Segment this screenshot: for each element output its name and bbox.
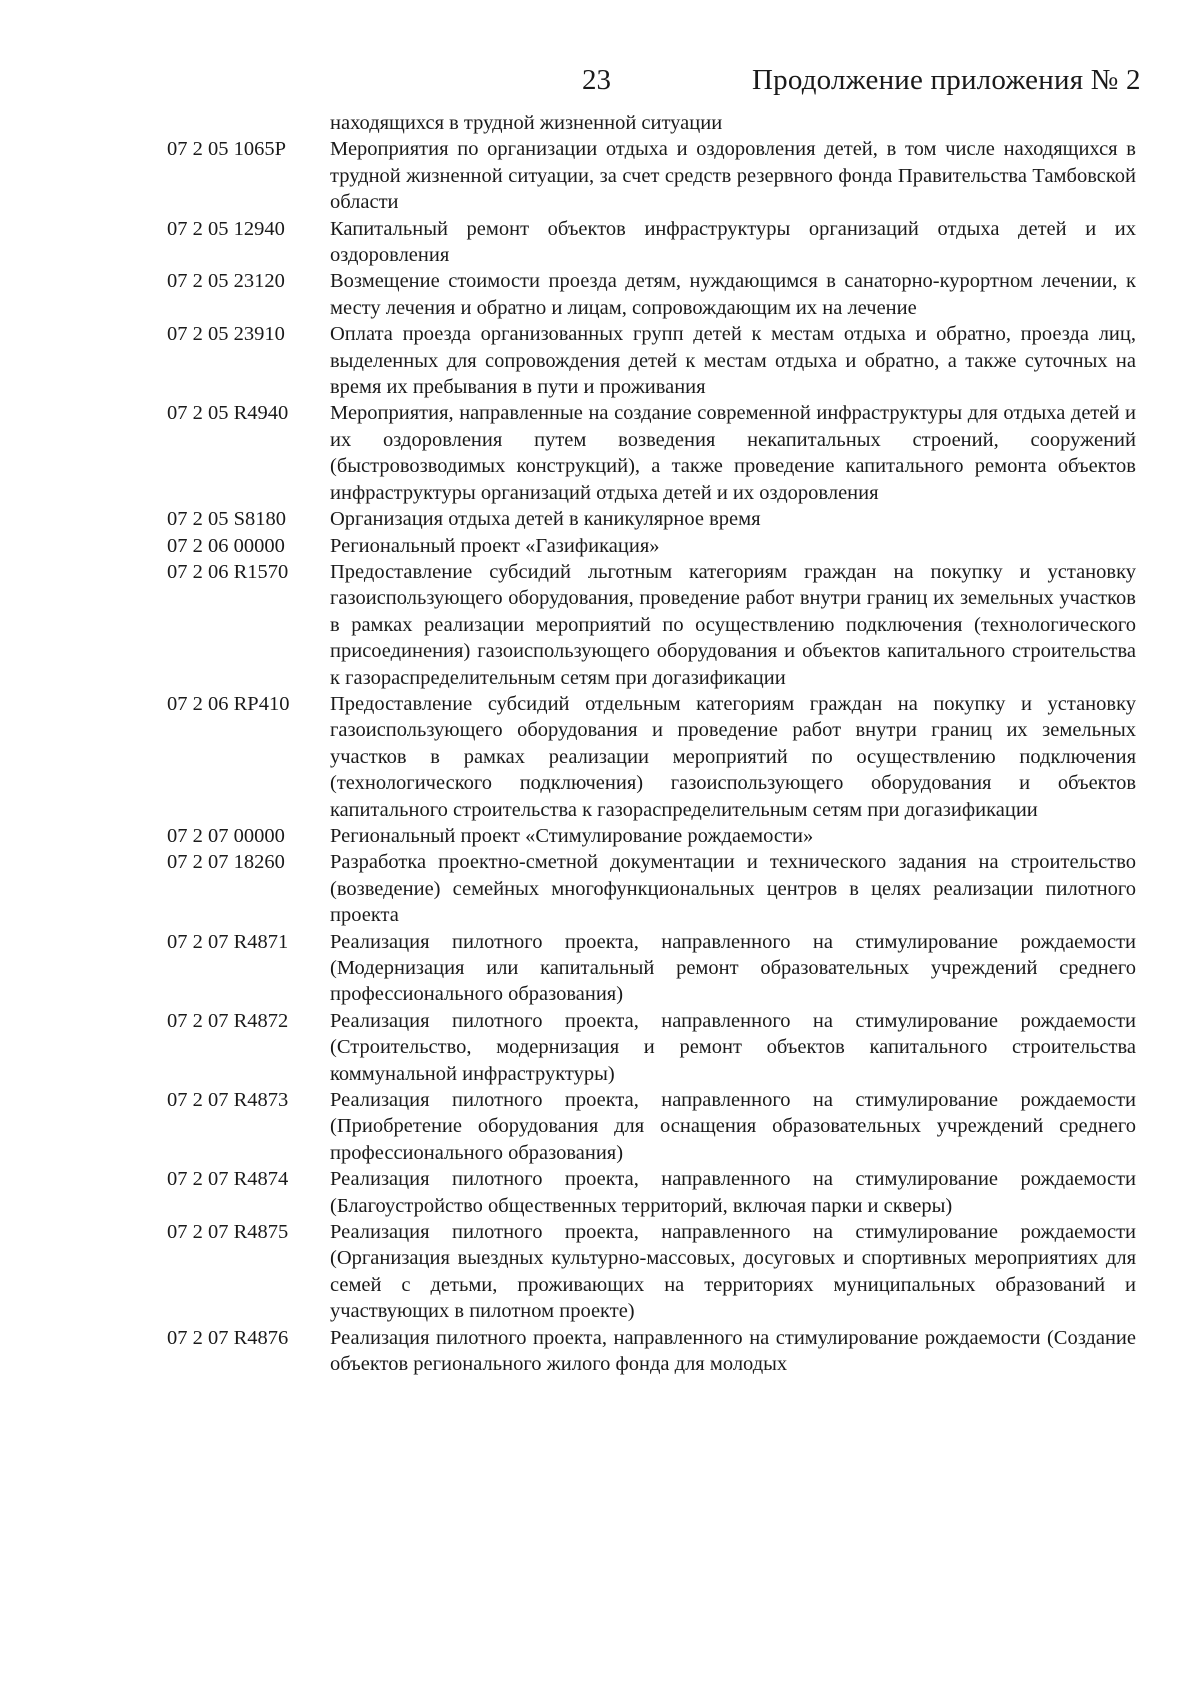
list-item: [167, 691, 1142, 823]
appendix-continuation-title: Продолжение приложения № 2: [752, 64, 1141, 96]
list-item: [167, 1008, 1142, 1087]
classification-code: 07 2 07 00000: [167, 824, 285, 847]
list-item: [167, 1219, 1142, 1325]
entry-description: находящихся в трудной жизненной ситуации: [330, 112, 723, 134]
entry-description: Реализация пилотного проекта, направленного на стимулирование рождаемости (Благоустройство общественных территорий, включая парки и скверы): [330, 1168, 1136, 1217]
list-item: [167, 136, 1142, 215]
classification-code: 07 2 06 RP410: [167, 692, 290, 715]
list-item: [167, 110, 1142, 136]
entry-description: Оплата проезда организованных групп детей к местам отдыха и обратно, проезда лиц, выделенных для сопровождения детей к местам отдыха и обратно, а также суточных на время их пребывания в пути и проживания: [330, 323, 1136, 399]
list-item: [167, 1166, 1142, 1219]
entry-description: Мероприятия, направленные на создание современной инфраструктуры для отдыха детей и их оздоровления путем возведения некапитальных строений, сооружений (быстровозводимых конструкций), а также проведение капитального ремонта объектов инфраструктуры организаций отдыха детей и их оздоровления: [330, 402, 1136, 504]
entry-description: Капитальный ремонт объектов инфраструктуры организаций отдыха детей и их оздоровления: [330, 217, 1136, 267]
entry-description: Региональный проект «Стимулирование рождаемости»: [330, 824, 814, 847]
classification-code: 07 2 07 R4871: [167, 930, 289, 953]
list-item: [167, 216, 1142, 269]
list-item: [167, 321, 1142, 400]
list-item: [167, 823, 1142, 849]
list-item: [167, 506, 1142, 532]
list-item: [167, 400, 1142, 506]
classification-code: 07 2 07 R4876: [167, 1326, 289, 1349]
classification-code: 07 2 06 00000: [167, 534, 285, 557]
list-item: [167, 849, 1142, 928]
classification-code: 07 2 07 R4874: [167, 1168, 289, 1191]
list-item: [167, 929, 1142, 1008]
entry-description: Предоставление субсидий отдельным категориям граждан на покупку и установку газоиспользующего оборудования и проведение работ внутри границ их земельных участков в рамках реализации мероприятий по осуществлению подключения (технологического подключения) газоиспользующего оборудования и объектов капитального строительства к газораспределительным сетям при догазификации: [330, 692, 1136, 821]
list-item: [167, 559, 1142, 691]
list-item: [167, 1325, 1142, 1378]
classification-code: 07 2 05 S8180: [167, 508, 287, 531]
entry-description: Мероприятия по организации отдыха и оздоровления детей, в том числе находящихся в трудной жизненной ситуации, за счет средств резервного фонда Правительства Тамбовской области: [330, 138, 1136, 214]
entry-description: Разработка проектно-сметной документации и технического задания на строительство (возведение) семейных многофункциональных центров в целях реализации пилотного проекта: [330, 851, 1136, 927]
entry-description: Возмещение стоимости проезда детям, нуждающимся в санаторно-курортном лечении, к месту лечения и обратно и лицам, сопровождающим их на лечение: [330, 270, 1136, 319]
classification-code: 07 2 06 R1570: [167, 560, 289, 583]
entry-description: Реализация пилотного проекта, направленного на стимулирование рождаемости (Модернизация или капитальный ремонт образовательных учреждений среднего профессионального образования): [330, 930, 1136, 1006]
classification-code: 07 2 05 23120: [167, 270, 285, 293]
classification-code: 07 2 05 23910: [167, 323, 285, 346]
classification-code: 07 2 05 12940: [167, 217, 285, 240]
entry-description: Организация отдыха детей в каникулярное время: [330, 508, 761, 531]
page-header: [0, 64, 1200, 104]
page-number: 23: [582, 64, 611, 96]
entry-description: Реализация пилотного проекта, направленного на стимулирование рождаемости (Создание объектов регионального жилого фонда для молодых: [330, 1326, 1136, 1376]
classification-code: 07 2 05 1065Р: [167, 138, 287, 161]
budget-classification-list: [167, 110, 1142, 1378]
entry-description: Реализация пилотного проекта, направленного на стимулирование рождаемости (Организация выездных культурно-массовых, досуговых и спортивных мероприятиях для семей с детьми, проживающих на территориях муниципальных образований и участвующих в пилотном проекте): [330, 1221, 1136, 1323]
classification-code: 07 2 07 R4875: [167, 1221, 289, 1244]
list-item: [167, 1087, 1142, 1166]
classification-code: 07 2 05 R4940: [167, 402, 289, 425]
entry-description: Реализация пилотного проекта, направленного на стимулирование рождаемости (Приобретение оборудования для оснащения образовательных учреждений среднего профессионального образования): [330, 1089, 1136, 1164]
entry-description: Реализация пилотного проекта, направленного на стимулирование рождаемости (Строительство, модернизация и ремонт объектов капитального строительства коммунальной инфраструктуры): [330, 1009, 1136, 1085]
entry-description: Предоставление субсидий льготным категориям граждан на покупку и установку газоиспользующего оборудования, проведение работ внутри границ их земельных участков в рамках реализации мероприятий по осуществлению подключения (технологического присоединения) газоиспользующего оборудования и объектов капитального строительства к газораспределительным сетям при догазификации: [330, 560, 1136, 689]
list-item: [167, 268, 1142, 321]
entry-description: Региональный проект «Газификация»: [330, 534, 660, 557]
list-item: [167, 533, 1142, 559]
classification-code: 07 2 07 18260: [167, 851, 285, 874]
classification-code: 07 2 07 R4872: [167, 1009, 289, 1032]
classification-code: 07 2 07 R4873: [167, 1089, 289, 1112]
